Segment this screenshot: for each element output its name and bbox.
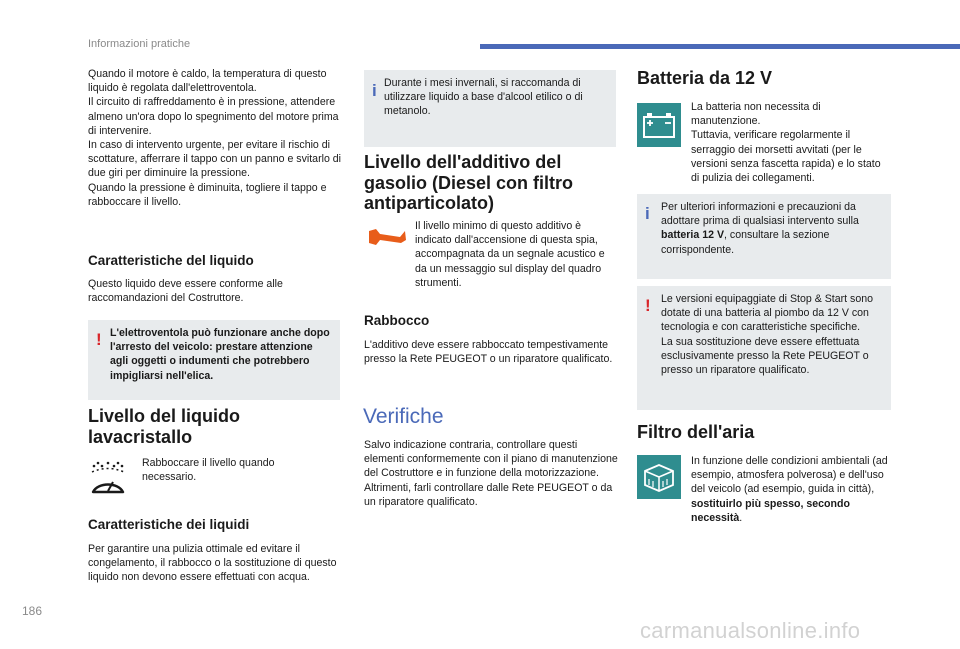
coolant-intro-text: Quando il motore è caldo, la temperatura di questo liquido è regolata dall'elettroventola. Il circuito di raffreddamento è in pressione, attendere almeno un'ora dopo lo spegnimento del motore prima di intervenire. In caso di intervento urgente, per evitare il rischio di scottature, afferrare il tappo con un panno e svitarlo di due giri per diminuire la pressione. Quando la pressione è diminuita, togliere il tappo e rabboccare il livello. (88, 68, 342, 208)
stop-start-warning-text: Le versioni equipaggiate di Stop & Start sono dotate di una batteria al piombo da 12 V con tecnologia e con caratteristiche specifiche. La sua sostituzione deve essere effettuata esclusivamente presso la Rete PEUGEOT o presso un riparatore qualificato. (661, 293, 874, 377)
header-accent-bar (480, 44, 960, 49)
air-filter-text (691, 454, 891, 525)
fluids-characteristics-text: Per garantire una pulizia ottimale ed evitare il congelamento, il rabbocco o la sostituzione di questo liquido non devono essere effettuati con acqua. (88, 543, 337, 584)
battery-info-text-bold: batteria 12 V (661, 229, 725, 242)
fan-warning-box (88, 320, 340, 400)
winter-info-box (364, 70, 616, 147)
fluids-characteristics-heading: Caratteristiche dei liquidi (88, 517, 250, 532)
diesel-additive-text: Il livello minimo di questo additivo è indicato dall'accensione di questa spia, accompagnata da un segnale acustico e da un messaggio sul display del quadro strumenti. (415, 220, 605, 289)
checks-text: Salvo indicazione contraria, controllare questi elementi conformemente con il piano di manutenzione del Costruttore e in funzione della motorizzazione. Altrimenti, farli controllare dalle Rete PEUGEOT o da un riparatore qualificato. (364, 439, 618, 508)
battery-icon (637, 103, 681, 147)
checks-heading: Verifiche (363, 405, 444, 428)
air-filter-text-bold: sostituirlo più spesso, secondo necessità (691, 497, 850, 524)
air-filter-icon (637, 455, 681, 499)
washer-fluid-text: Rabboccare il livello quando necessario. (142, 457, 275, 484)
page-number: 186 (22, 604, 43, 618)
topup-text: L'additivo deve essere rabboccato tempestivamente presso la Rete PEUGEOT o un riparatore qualificato. (364, 339, 613, 366)
fan-warning-text: L'elettroventola può funzionare anche dopo l'arresto del veicolo: prestare attenzione agli oggetti o indumenti che potrebbero impigliarsi nell'elica. (110, 327, 330, 382)
diesel-additive-heading: Livello dell'additivo del gasolio (Diesel con filtro antiparticolato) (364, 152, 574, 213)
battery-info-text-start: Per ulteriori informazioni e precauzioni da adottare prima di qualsiasi intervento sulla (661, 201, 859, 228)
info-icon: i (645, 204, 650, 223)
watermark: carmanualsonline.info (640, 618, 861, 643)
air-filter-heading: Filtro dell'aria (637, 422, 755, 442)
battery-info-text (661, 200, 883, 257)
washer-fluid-heading: Livello del liquido lavacristallo (88, 406, 241, 447)
section-header-label: Informazioni pratiche (88, 38, 191, 50)
battery-text: La batteria non necessita di manutenzione. Tuttavia, verificare regolarmente il serraggio dei morsetti avvitati (per le versioni senza fascetta rapida) e lo stato di pulizia dei collegamenti. (691, 101, 881, 185)
battery-info-text-end: , consultare la sezione corrispondente. (661, 229, 830, 256)
liquid-characteristics-heading: Caratteristiche del liquido (88, 253, 254, 268)
air-filter-text-start: In funzione delle condizioni ambientali (ad esempio, atmosfera polverosa) e dell'uso del veicolo (ad esempio, guida in città), (691, 455, 888, 496)
liquid-characteristics-text: Questo liquido deve essere conforme alle raccomandazioni del Costruttore. (88, 278, 283, 305)
warning-icon: ! (645, 296, 651, 315)
info-icon: i (372, 81, 377, 100)
stop-start-warning-box (637, 286, 891, 410)
battery-heading: Batteria da 12 V (637, 68, 773, 88)
diesel-additive-warning-icon (366, 226, 408, 248)
topup-heading: Rabbocco (364, 313, 430, 328)
windscreen-washer-icon (88, 458, 128, 498)
winter-info-text: Durante i mesi invernali, si raccomanda di utilizzare liquido a base d'alcool etilico o di metanolo. (384, 77, 583, 118)
air-filter-text-end: . (739, 511, 743, 524)
warning-icon: ! (96, 330, 102, 349)
battery-info-box (637, 194, 891, 279)
